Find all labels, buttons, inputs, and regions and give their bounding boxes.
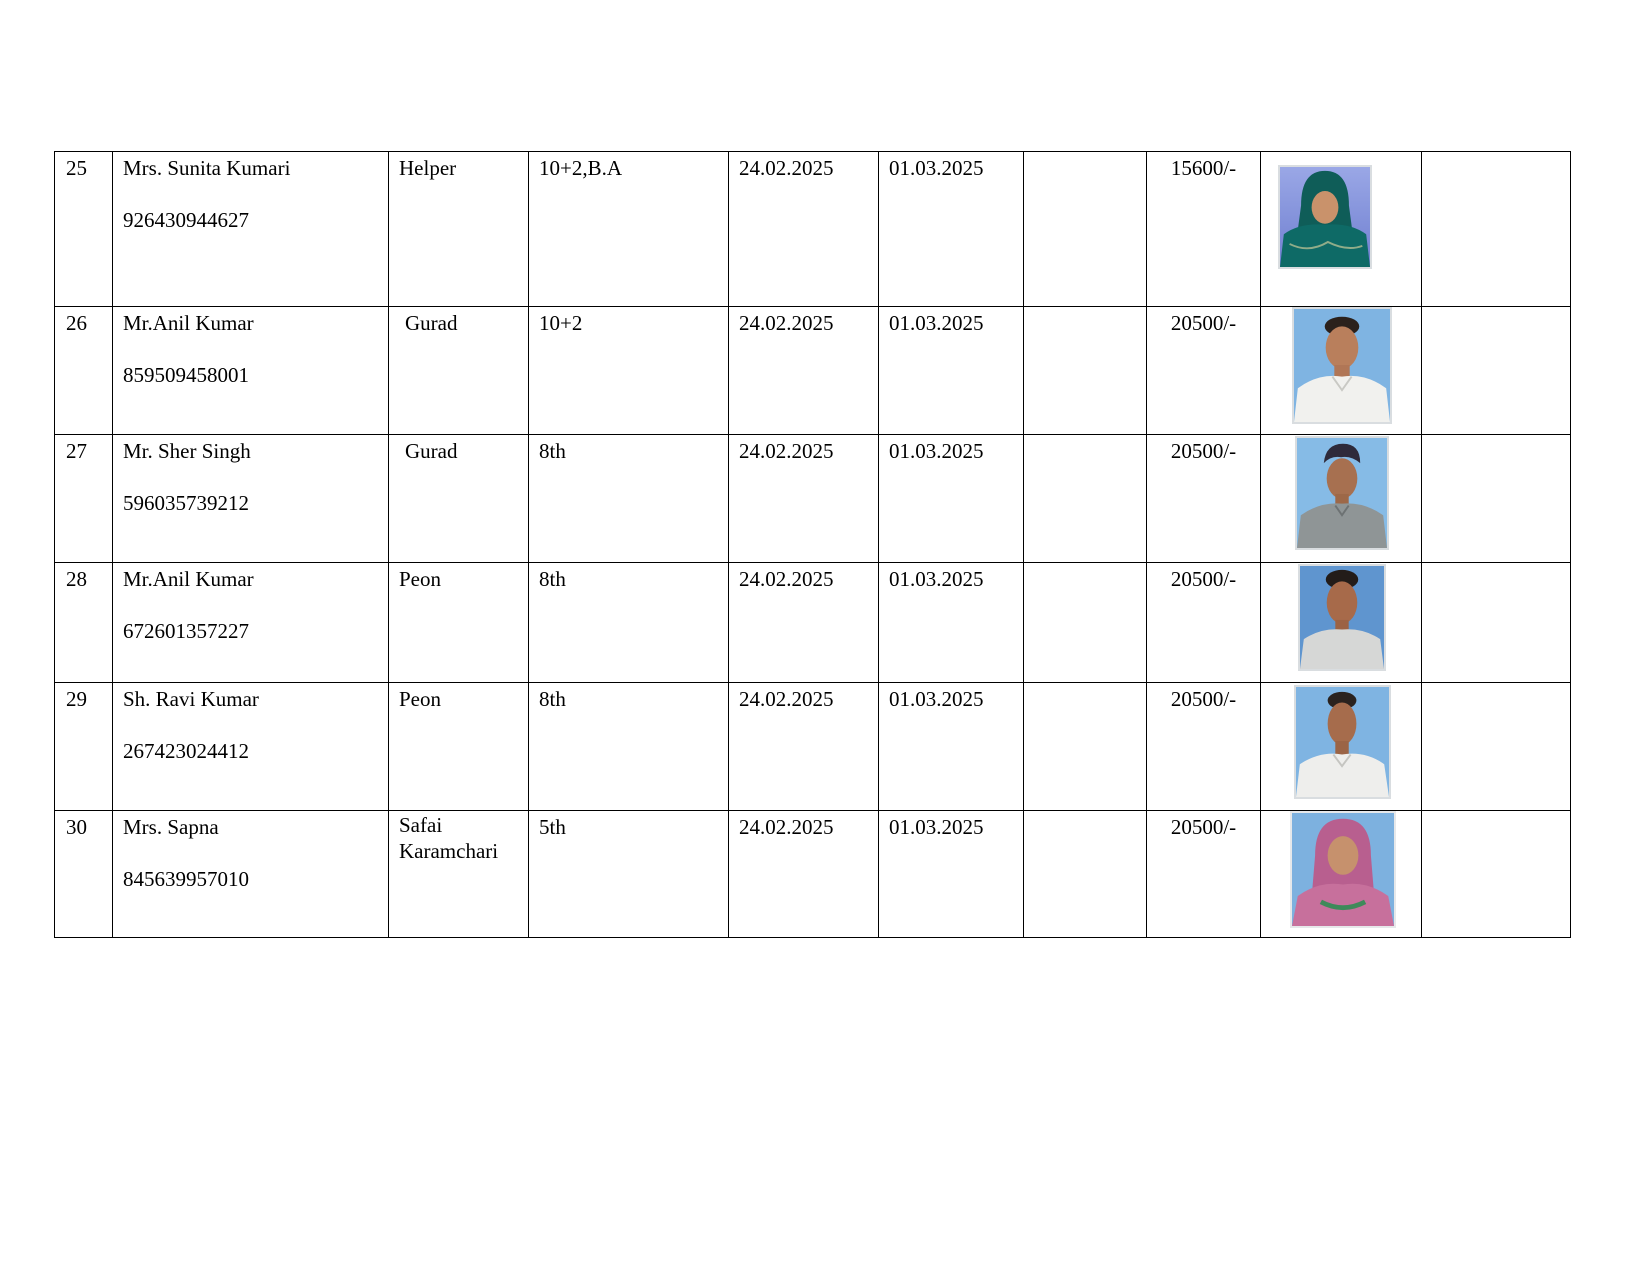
date-two: 01.03.2025 (889, 311, 984, 335)
date-cell (729, 435, 879, 563)
remark (1024, 683, 1146, 686)
post-cell (389, 435, 529, 563)
name-cell (113, 307, 389, 435)
post-cell (389, 307, 529, 435)
qualification-cell (529, 152, 729, 307)
date-two: 01.03.2025 (889, 156, 984, 180)
remark (1024, 152, 1146, 155)
qualification-cell (529, 307, 729, 435)
salary-cell (1147, 152, 1261, 307)
table-row (55, 307, 1571, 435)
id-number: 859509458001 (123, 363, 249, 387)
employee-photo (1278, 165, 1372, 269)
blank-cell (1024, 307, 1147, 435)
remark (1024, 563, 1146, 566)
qualification: 8th (539, 687, 566, 711)
remark (1024, 435, 1146, 438)
id-number: 845639957010 (123, 867, 249, 891)
employee-photo (1290, 811, 1396, 928)
employee-photo (1295, 436, 1389, 550)
last-cell (1422, 435, 1571, 563)
post-cell (389, 152, 529, 307)
salary: 15600/- (1170, 156, 1237, 180)
last-column-value (1422, 152, 1570, 155)
date-cell (729, 152, 879, 307)
serial-number-cell (55, 307, 113, 435)
salary-cell (1147, 683, 1261, 811)
employee-name: Mrs. Sapna (123, 815, 219, 839)
photo-cell (1261, 307, 1422, 435)
date-one: 24.02.2025 (739, 687, 834, 711)
date-cell (879, 435, 1024, 563)
employee-photo (1294, 685, 1391, 799)
name-cell (113, 811, 389, 938)
serial-number: 30 (66, 815, 87, 839)
blank-cell (1024, 563, 1147, 683)
id-number: 672601357227 (123, 619, 249, 643)
last-column-value (1422, 683, 1570, 686)
id-number: 926430944627 (123, 208, 249, 232)
employee-photo (1298, 564, 1386, 671)
qualification-cell (529, 811, 729, 938)
salary-cell (1147, 563, 1261, 683)
date-two: 01.03.2025 (889, 687, 984, 711)
qualification: 10+2 (539, 311, 583, 335)
date-two: 01.03.2025 (889, 439, 984, 463)
salary-cell (1147, 307, 1261, 435)
name-cell (113, 563, 389, 683)
name-cell (113, 435, 389, 563)
date-one: 24.02.2025 (739, 156, 834, 180)
salary-cell (1147, 811, 1261, 938)
last-column-value (1422, 811, 1570, 814)
date-one: 24.02.2025 (739, 311, 834, 335)
staff-table (54, 151, 1571, 938)
date-cell (879, 563, 1024, 683)
date-cell (729, 563, 879, 683)
employee-name: Sh. Ravi Kumar (123, 687, 259, 711)
table-row (55, 152, 1571, 307)
date-cell (879, 811, 1024, 938)
photo-cell (1261, 563, 1422, 683)
salary-cell (1147, 435, 1261, 563)
salary: 20500/- (1170, 815, 1237, 839)
last-cell (1422, 152, 1571, 307)
qualification: 5th (539, 815, 566, 839)
date-cell (729, 811, 879, 938)
post: Gurad (405, 439, 458, 463)
post-cell (389, 811, 529, 938)
qualification: 8th (539, 567, 566, 591)
salary: 20500/- (1170, 439, 1237, 463)
remark (1024, 811, 1146, 814)
name-cell (113, 683, 389, 811)
post-cell (389, 563, 529, 683)
serial-number: 25 (66, 156, 87, 180)
last-column-value (1422, 563, 1570, 566)
date-cell (729, 307, 879, 435)
employee-photo (1292, 307, 1392, 424)
salary: 20500/- (1170, 567, 1237, 591)
date-two: 01.03.2025 (889, 567, 984, 591)
post-cell (389, 683, 529, 811)
date-cell (879, 307, 1024, 435)
table-row (55, 811, 1571, 938)
date-cell (879, 683, 1024, 811)
last-cell (1422, 811, 1571, 938)
serial-number-cell (55, 435, 113, 563)
last-column-value (1422, 435, 1570, 438)
id-number: 267423024412 (123, 739, 249, 763)
post: Peon (399, 567, 441, 591)
post: Helper (399, 156, 457, 180)
qualification-cell (529, 563, 729, 683)
blank-cell (1024, 152, 1147, 307)
post: Safai Karamchari (399, 813, 499, 863)
remark (1024, 307, 1146, 310)
photo-cell (1261, 683, 1422, 811)
qualification-cell (529, 683, 729, 811)
date-one: 24.02.2025 (739, 567, 834, 591)
employee-name: Mr.Anil Kumar (123, 567, 254, 591)
photo-cell (1261, 811, 1422, 938)
blank-cell (1024, 435, 1147, 563)
serial-number: 29 (66, 687, 87, 711)
blank-cell (1024, 683, 1147, 811)
salary: 20500/- (1170, 311, 1237, 335)
serial-number-cell (55, 563, 113, 683)
last-cell (1422, 563, 1571, 683)
date-two: 01.03.2025 (889, 815, 984, 839)
employee-name: Mr. Sher Singh (123, 439, 251, 463)
salary: 20500/- (1170, 687, 1237, 711)
serial-number-cell (55, 683, 113, 811)
serial-number-cell (55, 811, 113, 938)
date-one: 24.02.2025 (739, 815, 834, 839)
date-cell (879, 152, 1024, 307)
serial-number: 26 (66, 311, 87, 335)
serial-number-cell (55, 152, 113, 307)
photo-cell (1261, 435, 1422, 563)
last-column-value (1422, 307, 1570, 310)
name-cell (113, 152, 389, 307)
last-cell (1422, 307, 1571, 435)
date-one: 24.02.2025 (739, 439, 834, 463)
id-number: 596035739212 (123, 491, 249, 515)
photo-cell (1261, 152, 1422, 307)
qualification-cell (529, 435, 729, 563)
employee-name: Mrs. Sunita Kumari (123, 156, 291, 180)
post: Peon (399, 687, 441, 711)
blank-cell (1024, 811, 1147, 938)
table-row (55, 683, 1571, 811)
date-cell (729, 683, 879, 811)
table-row (55, 563, 1571, 683)
serial-number: 27 (66, 439, 87, 463)
qualification: 8th (539, 439, 566, 463)
serial-number: 28 (66, 567, 87, 591)
employee-name: Mr.Anil Kumar (123, 311, 254, 335)
qualification: 10+2,B.A (539, 156, 623, 180)
last-cell (1422, 683, 1571, 811)
table-row (55, 435, 1571, 563)
post: Gurad (405, 311, 458, 335)
